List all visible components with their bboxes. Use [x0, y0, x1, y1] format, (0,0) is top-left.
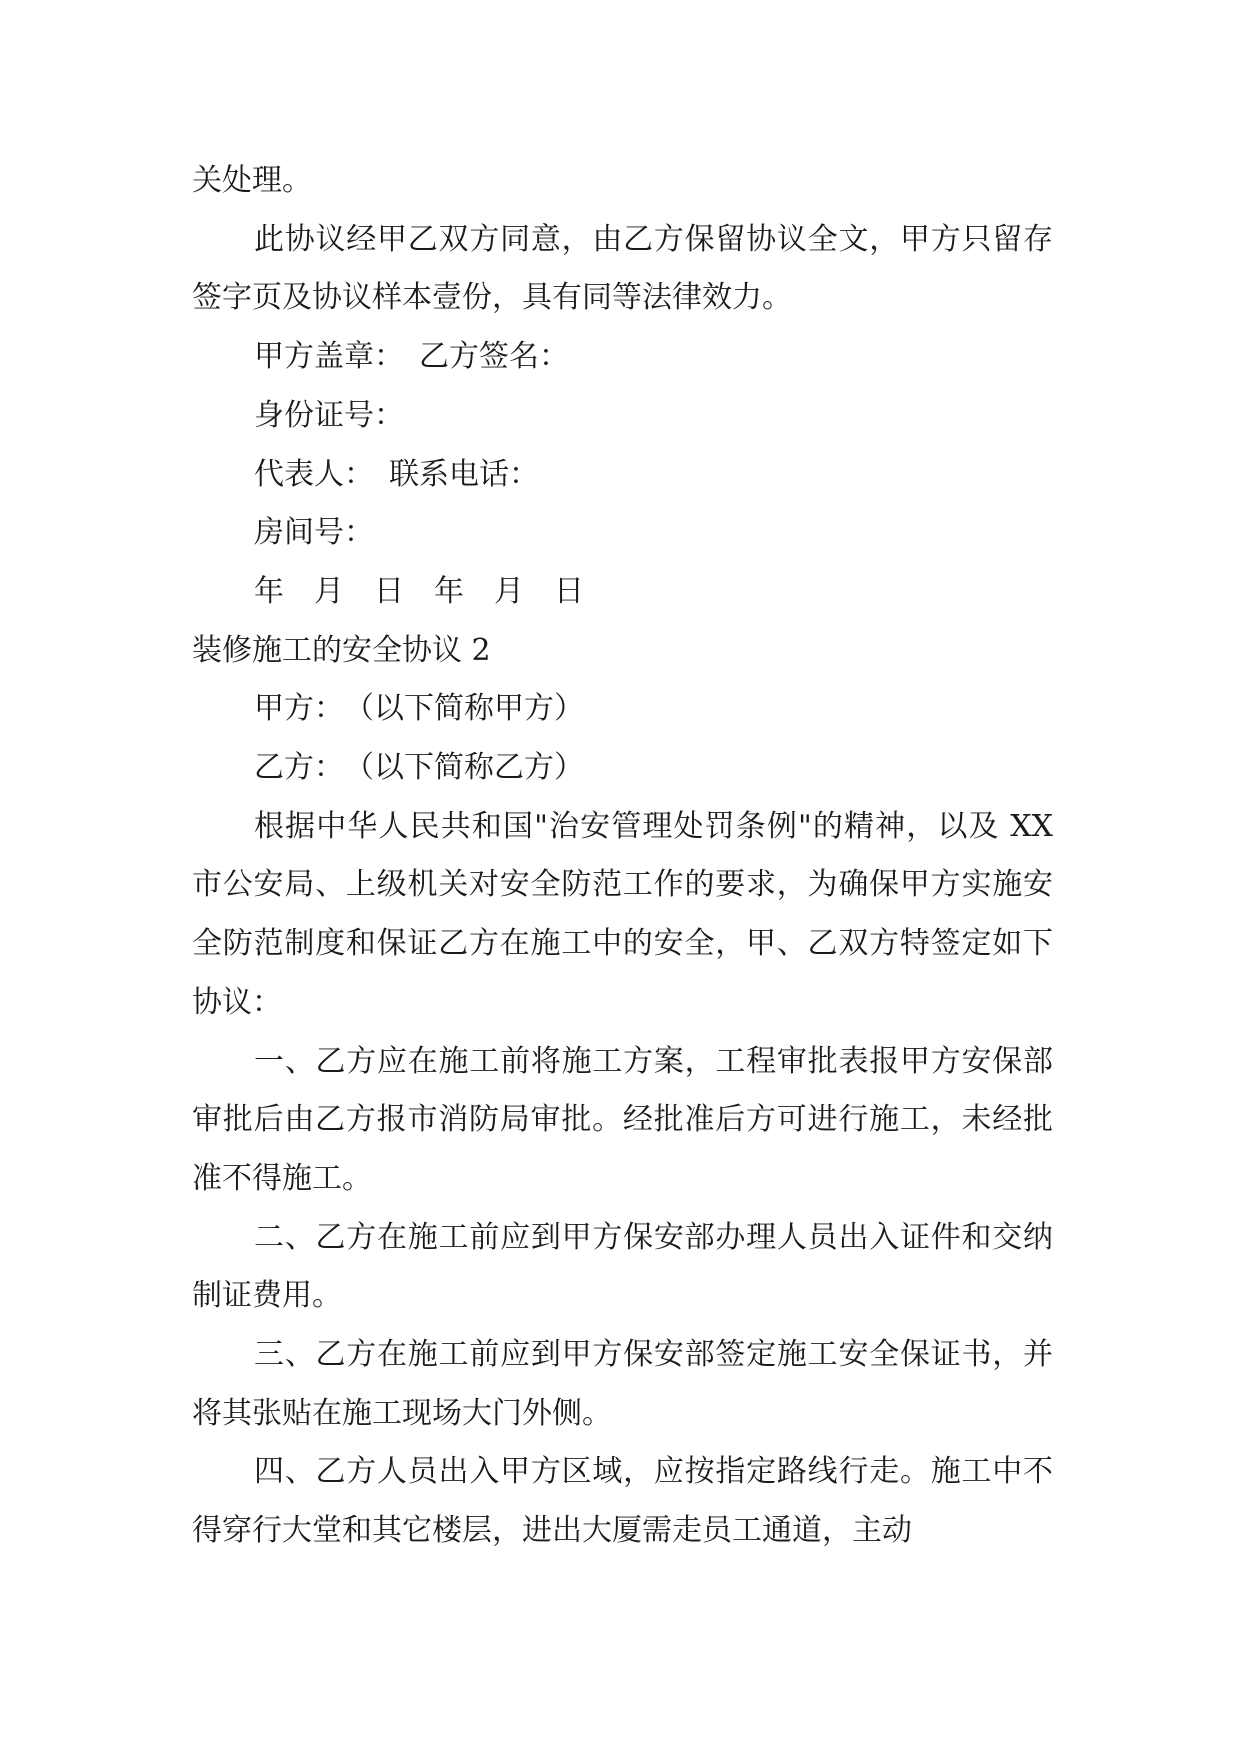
party-a-line: 甲方： （以下简称甲方）: [254, 691, 584, 727]
clause-2: 二、乙方在施工前应到甲方保安部办理人员出入证件和交纳制证费用。: [192, 1219, 1053, 1314]
section-title: 装修施工的安全协议 2: [192, 632, 491, 668]
paragraph-validity-clause: 此协议经甲乙双方同意，由乙方保留协议全文，甲方只留存签字页及协议样本壹份，具有同等法律效力。: [192, 221, 1053, 316]
paragraph-closing-fragment: 关处理。: [192, 163, 312, 198]
signature-line-room-number: 房间号：: [254, 515, 374, 551]
clause-4: 四、乙方人员出入甲方区域，应按指定路线行走。施工中不得穿行大堂和其它楼层，进出大厦需走员工通道，主动: [192, 1454, 1053, 1549]
signature-line-dates: 年 月 日 年 月 日: [254, 573, 584, 609]
signature-line-id-number: 身份证号：: [254, 397, 404, 433]
signature-line-seal: 甲方盖章： 乙方签名：: [254, 339, 569, 375]
clause-1: 一、乙方应在施工前将施工方案，工程审批表报甲方安保部审批后由乙方报市消防局审批。经批准后方可进行施工，未经批准不得施工。: [192, 1043, 1053, 1196]
document-body: [192, 152, 1053, 1561]
clause-3: 三、乙方在施工前应到甲方保安部签定施工安全保证书，并将其张贴在施工现场大门外侧。: [192, 1337, 1053, 1431]
party-b-line: 乙方： （以下简称乙方）: [254, 750, 584, 786]
paragraph-preamble: 根据中华人民共和国"治安管理处罚条例"的精神，以及 XX 市公安局、上级机关对安全防范工作的要求，为确保甲方实施安全防范制度和保证乙方在施工中的安全，甲、乙双方特签定如下协议：: [192, 808, 1053, 1020]
signature-line-representative: 代表人： 联系电话：: [254, 456, 539, 492]
